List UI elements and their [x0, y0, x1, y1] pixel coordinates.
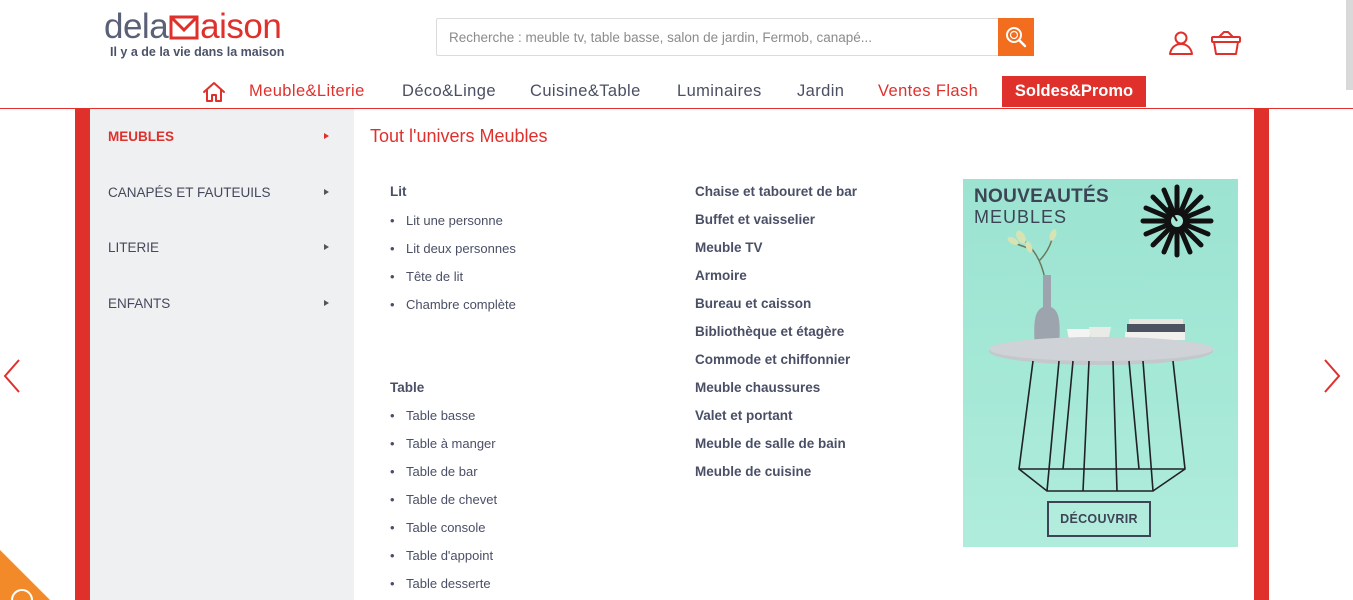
search-input[interactable] — [437, 19, 1000, 55]
chevron-right-icon — [324, 189, 329, 195]
logo-wordmark — [104, 8, 281, 46]
nav-deco-linge[interactable]: Déco&Linge — [402, 82, 496, 100]
sidebar-item-enfants[interactable]: ENFANTS — [108, 296, 171, 311]
user-icon[interactable] — [1168, 30, 1194, 56]
category-heading[interactable]: Armoire — [695, 268, 747, 283]
category-heading[interactable]: Chaise et tabouret de bar — [695, 184, 858, 199]
logo-word-left: dela — [104, 7, 169, 46]
category-heading[interactable]: Bureau et caisson — [695, 296, 812, 311]
right-gutter — [1269, 109, 1353, 600]
list-item[interactable]: • Tête de lit — [390, 269, 464, 284]
category-heading[interactable]: Meuble chaussures — [695, 380, 821, 395]
sidebar-item-canapes[interactable]: CANAPÉS ET FAUTEUILS — [108, 185, 271, 200]
main-nav — [0, 76, 1353, 109]
category-heading[interactable]: Meuble TV — [695, 240, 763, 255]
category-heading[interactable]: Meuble de cuisine — [695, 464, 812, 479]
scrollbar-thumb[interactable] — [1346, 0, 1353, 90]
menu-border-left — [75, 109, 90, 600]
home-icon[interactable] — [202, 81, 226, 103]
search-icon — [1004, 25, 1028, 49]
sidebar-item-literie[interactable]: LITERIE — [108, 240, 160, 255]
list-item[interactable]: • Table console — [390, 520, 486, 535]
nav-jardin[interactable]: Jardin — [797, 82, 845, 100]
list-item[interactable]: • Table d'appoint — [390, 548, 494, 563]
list-item[interactable]: • Lit une personne — [390, 213, 503, 228]
list-item[interactable]: • Table de chevet — [390, 492, 498, 507]
promo-subtitle: MEUBLES — [974, 207, 1068, 227]
promo-banner[interactable] — [963, 179, 1238, 547]
logo-word-right: aison — [200, 7, 282, 46]
nav-ventes-flash[interactable]: Ventes Flash — [878, 82, 979, 100]
logo-m-icon — [169, 14, 199, 40]
list-item[interactable]: • Table basse — [390, 408, 476, 423]
list-item[interactable]: • Table à manger — [390, 436, 496, 451]
nav-soldes-promo[interactable]: Soldes&Promo — [1002, 76, 1146, 107]
corner-badge-icon[interactable] — [0, 550, 50, 600]
category-heading[interactable]: Commode et chiffonnier — [695, 352, 851, 367]
chevron-left-icon[interactable] — [2, 358, 22, 394]
category-heading[interactable]: Bibliothèque et étagère — [695, 324, 845, 339]
site-logo[interactable] — [104, 8, 304, 62]
promo-illustration — [963, 179, 1238, 547]
list-item[interactable]: • Table de bar — [390, 464, 478, 479]
sidebar-item-meubles[interactable]: MEUBLES — [108, 129, 175, 144]
menu-border-right — [1254, 109, 1269, 600]
promo-title: NOUVEAUTÉS — [974, 186, 1109, 207]
search-bar — [436, 18, 1034, 56]
cart-icon[interactable] — [1210, 30, 1242, 56]
list-item[interactable]: • Chambre complète — [390, 297, 516, 312]
nav-meuble-literie[interactable]: Meuble&Literie — [249, 82, 365, 100]
category-heading-table[interactable]: Table — [390, 380, 425, 395]
nav-luminaires[interactable]: Luminaires — [677, 82, 762, 100]
list-item[interactable]: • Table desserte — [390, 576, 491, 591]
chevron-right-icon — [324, 300, 329, 306]
list-item[interactable]: • Lit deux personnes — [390, 241, 516, 256]
chevron-right-icon[interactable] — [1322, 358, 1342, 394]
nav-cuisine-table[interactable]: Cuisine&Table — [530, 82, 641, 100]
search-button[interactable] — [998, 18, 1034, 56]
content-title[interactable]: Tout l'univers Meubles — [370, 126, 548, 146]
category-heading-lit[interactable]: Lit — [390, 184, 407, 199]
category-heading[interactable]: Meuble de salle de bain — [695, 436, 846, 451]
chevron-right-icon — [324, 244, 329, 250]
category-sidebar — [90, 109, 354, 600]
discover-button[interactable]: DÉCOUVRIR — [1047, 501, 1151, 537]
category-heading[interactable]: Valet et portant — [695, 408, 793, 423]
left-gutter — [0, 109, 75, 600]
clock-icon — [1143, 187, 1211, 255]
chevron-right-icon — [324, 133, 329, 139]
category-heading[interactable]: Buffet et vaisselier — [695, 212, 816, 227]
logo-tagline: Il y a de la vie dans la maison — [110, 45, 285, 59]
